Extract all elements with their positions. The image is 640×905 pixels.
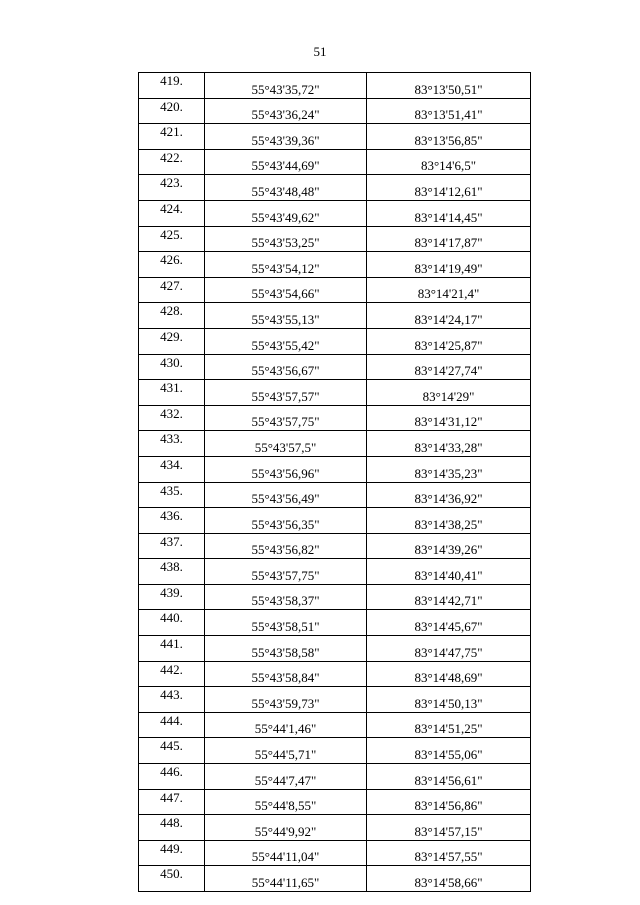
table-row xyxy=(139,764,531,790)
longitude-cell: 83°14'55,06" xyxy=(367,738,531,764)
longitude-cell: 83°14'29" xyxy=(367,380,531,406)
longitude-cell: 83°14'17,87" xyxy=(367,226,531,252)
latitude-cell: 55°43'57,5" xyxy=(205,431,367,457)
latitude-cell: 55°43'49,62" xyxy=(205,200,367,226)
latitude-cell: 55°43'55,42" xyxy=(205,328,367,354)
point-number-cell: 444. xyxy=(139,712,205,738)
latitude-cell: 55°43'53,25" xyxy=(205,226,367,252)
latitude-cell: 55°44'11,65" xyxy=(205,866,367,892)
longitude-cell: 83°14'12,61" xyxy=(367,175,531,201)
latitude-cell: 55°43'56,49" xyxy=(205,482,367,508)
page-number: 51 xyxy=(313,44,327,59)
point-number-cell: 425. xyxy=(139,226,205,252)
latitude-cell: 55°44'8,55" xyxy=(205,789,367,815)
point-number-cell: 424. xyxy=(139,200,205,226)
point-number-cell: 442. xyxy=(139,661,205,687)
longitude-cell: 83°14'21,4" xyxy=(367,277,531,303)
latitude-cell: 55°43'44,69" xyxy=(205,149,367,175)
latitude-cell: 55°43'56,82" xyxy=(205,533,367,559)
latitude-cell: 55°43'54,12" xyxy=(205,252,367,278)
latitude-cell: 55°43'58,37" xyxy=(205,584,367,610)
point-number-cell: 428. xyxy=(139,303,205,329)
longitude-cell: 83°14'51,25" xyxy=(367,712,531,738)
point-number-cell: 435. xyxy=(139,482,205,508)
table-row xyxy=(139,610,531,636)
latitude-cell: 55°43'58,51" xyxy=(205,610,367,636)
point-number-cell: 419. xyxy=(139,73,205,99)
table-row xyxy=(139,354,531,380)
latitude-cell: 55°43'56,67" xyxy=(205,354,367,380)
longitude-cell: 83°14'50,13" xyxy=(367,687,531,713)
table-row xyxy=(139,687,531,713)
latitude-cell: 55°43'59,73" xyxy=(205,687,367,713)
latitude-cell: 55°44'9,92" xyxy=(205,815,367,841)
point-number-cell: 446. xyxy=(139,764,205,790)
point-number-cell: 423. xyxy=(139,175,205,201)
longitude-cell: 83°14'45,67" xyxy=(367,610,531,636)
point-number-cell: 450. xyxy=(139,866,205,892)
table-row xyxy=(139,98,531,124)
longitude-cell: 83°13'56,85" xyxy=(367,124,531,150)
table-row xyxy=(139,124,531,150)
latitude-cell: 55°43'54,66" xyxy=(205,277,367,303)
table-row xyxy=(139,73,531,99)
longitude-cell: 83°14'56,86" xyxy=(367,789,531,815)
table-row xyxy=(139,789,531,815)
point-number-cell: 438. xyxy=(139,559,205,585)
table-row xyxy=(139,175,531,201)
point-number-cell: 431. xyxy=(139,380,205,406)
table-row xyxy=(139,815,531,841)
table-row xyxy=(139,712,531,738)
point-number-cell: 447. xyxy=(139,789,205,815)
longitude-cell: 83°13'50,51" xyxy=(367,73,531,99)
table-row xyxy=(139,380,531,406)
table-row xyxy=(139,533,531,559)
table-row xyxy=(139,840,531,866)
point-number-cell: 429. xyxy=(139,328,205,354)
point-number-cell: 420. xyxy=(139,98,205,124)
table-row xyxy=(139,405,531,431)
point-number-cell: 448. xyxy=(139,815,205,841)
longitude-cell: 83°14'31,12" xyxy=(367,405,531,431)
table-row xyxy=(139,431,531,457)
table-row xyxy=(139,456,531,482)
longitude-cell: 83°14'58,66" xyxy=(367,866,531,892)
point-number-cell: 445. xyxy=(139,738,205,764)
latitude-cell: 55°43'56,35" xyxy=(205,508,367,534)
longitude-cell: 83°14'19,49" xyxy=(367,252,531,278)
point-number-cell: 439. xyxy=(139,584,205,610)
latitude-cell: 55°43'57,57" xyxy=(205,380,367,406)
table-row xyxy=(139,508,531,534)
longitude-cell: 83°14'6,5" xyxy=(367,149,531,175)
latitude-cell: 55°44'5,71" xyxy=(205,738,367,764)
point-number-cell: 421. xyxy=(139,124,205,150)
table-row xyxy=(139,328,531,354)
table-row xyxy=(139,738,531,764)
latitude-cell: 55°43'56,96" xyxy=(205,456,367,482)
longitude-cell: 83°14'24,17" xyxy=(367,303,531,329)
longitude-cell: 83°14'14,45" xyxy=(367,200,531,226)
table-row xyxy=(139,482,531,508)
longitude-cell: 83°14'27,74" xyxy=(367,354,531,380)
point-number-cell: 427. xyxy=(139,277,205,303)
point-number-cell: 430. xyxy=(139,354,205,380)
point-number-cell: 434. xyxy=(139,456,205,482)
table-row xyxy=(139,200,531,226)
table-row xyxy=(139,661,531,687)
point-number-cell: 436. xyxy=(139,508,205,534)
table-row xyxy=(139,226,531,252)
table-row xyxy=(139,303,531,329)
longitude-cell: 83°14'48,69" xyxy=(367,661,531,687)
point-number-cell: 422. xyxy=(139,149,205,175)
latitude-cell: 55°43'55,13" xyxy=(205,303,367,329)
point-number-cell: 426. xyxy=(139,252,205,278)
latitude-cell: 55°44'7,47" xyxy=(205,764,367,790)
longitude-cell: 83°14'56,61" xyxy=(367,764,531,790)
longitude-cell: 83°14'39,26" xyxy=(367,533,531,559)
latitude-cell: 55°43'35,72" xyxy=(205,73,367,99)
longitude-cell: 83°13'51,41" xyxy=(367,98,531,124)
latitude-cell: 55°43'57,75" xyxy=(205,559,367,585)
longitude-cell: 83°14'42,71" xyxy=(367,584,531,610)
longitude-cell: 83°14'38,25" xyxy=(367,508,531,534)
table-row xyxy=(139,584,531,610)
latitude-cell: 55°43'48,48" xyxy=(205,175,367,201)
point-number-cell: 440. xyxy=(139,610,205,636)
latitude-cell: 55°43'58,58" xyxy=(205,636,367,662)
longitude-cell: 83°14'36,92" xyxy=(367,482,531,508)
point-number-cell: 437. xyxy=(139,533,205,559)
coordinates-table xyxy=(138,72,531,892)
point-number-cell: 441. xyxy=(139,636,205,662)
table-row xyxy=(139,149,531,175)
table-row xyxy=(139,866,531,892)
table-row xyxy=(139,252,531,278)
table-row xyxy=(139,277,531,303)
latitude-cell: 55°43'39,36" xyxy=(205,124,367,150)
point-number-cell: 449. xyxy=(139,840,205,866)
longitude-cell: 83°14'35,23" xyxy=(367,456,531,482)
latitude-cell: 55°44'1,46" xyxy=(205,712,367,738)
longitude-cell: 83°14'57,55" xyxy=(367,840,531,866)
longitude-cell: 83°14'25,87" xyxy=(367,328,531,354)
longitude-cell: 83°14'33,28" xyxy=(367,431,531,457)
longitude-cell: 83°14'47,75" xyxy=(367,636,531,662)
latitude-cell: 55°44'11,04" xyxy=(205,840,367,866)
coordinates-table-body xyxy=(139,73,531,892)
latitude-cell: 55°43'58,84" xyxy=(205,661,367,687)
latitude-cell: 55°43'36,24" xyxy=(205,98,367,124)
point-number-cell: 433. xyxy=(139,431,205,457)
table-row xyxy=(139,636,531,662)
point-number-cell: 443. xyxy=(139,687,205,713)
longitude-cell: 83°14'40,41" xyxy=(367,559,531,585)
table-row xyxy=(139,559,531,585)
longitude-cell: 83°14'57,15" xyxy=(367,815,531,841)
latitude-cell: 55°43'57,75" xyxy=(205,405,367,431)
point-number-cell: 432. xyxy=(139,405,205,431)
